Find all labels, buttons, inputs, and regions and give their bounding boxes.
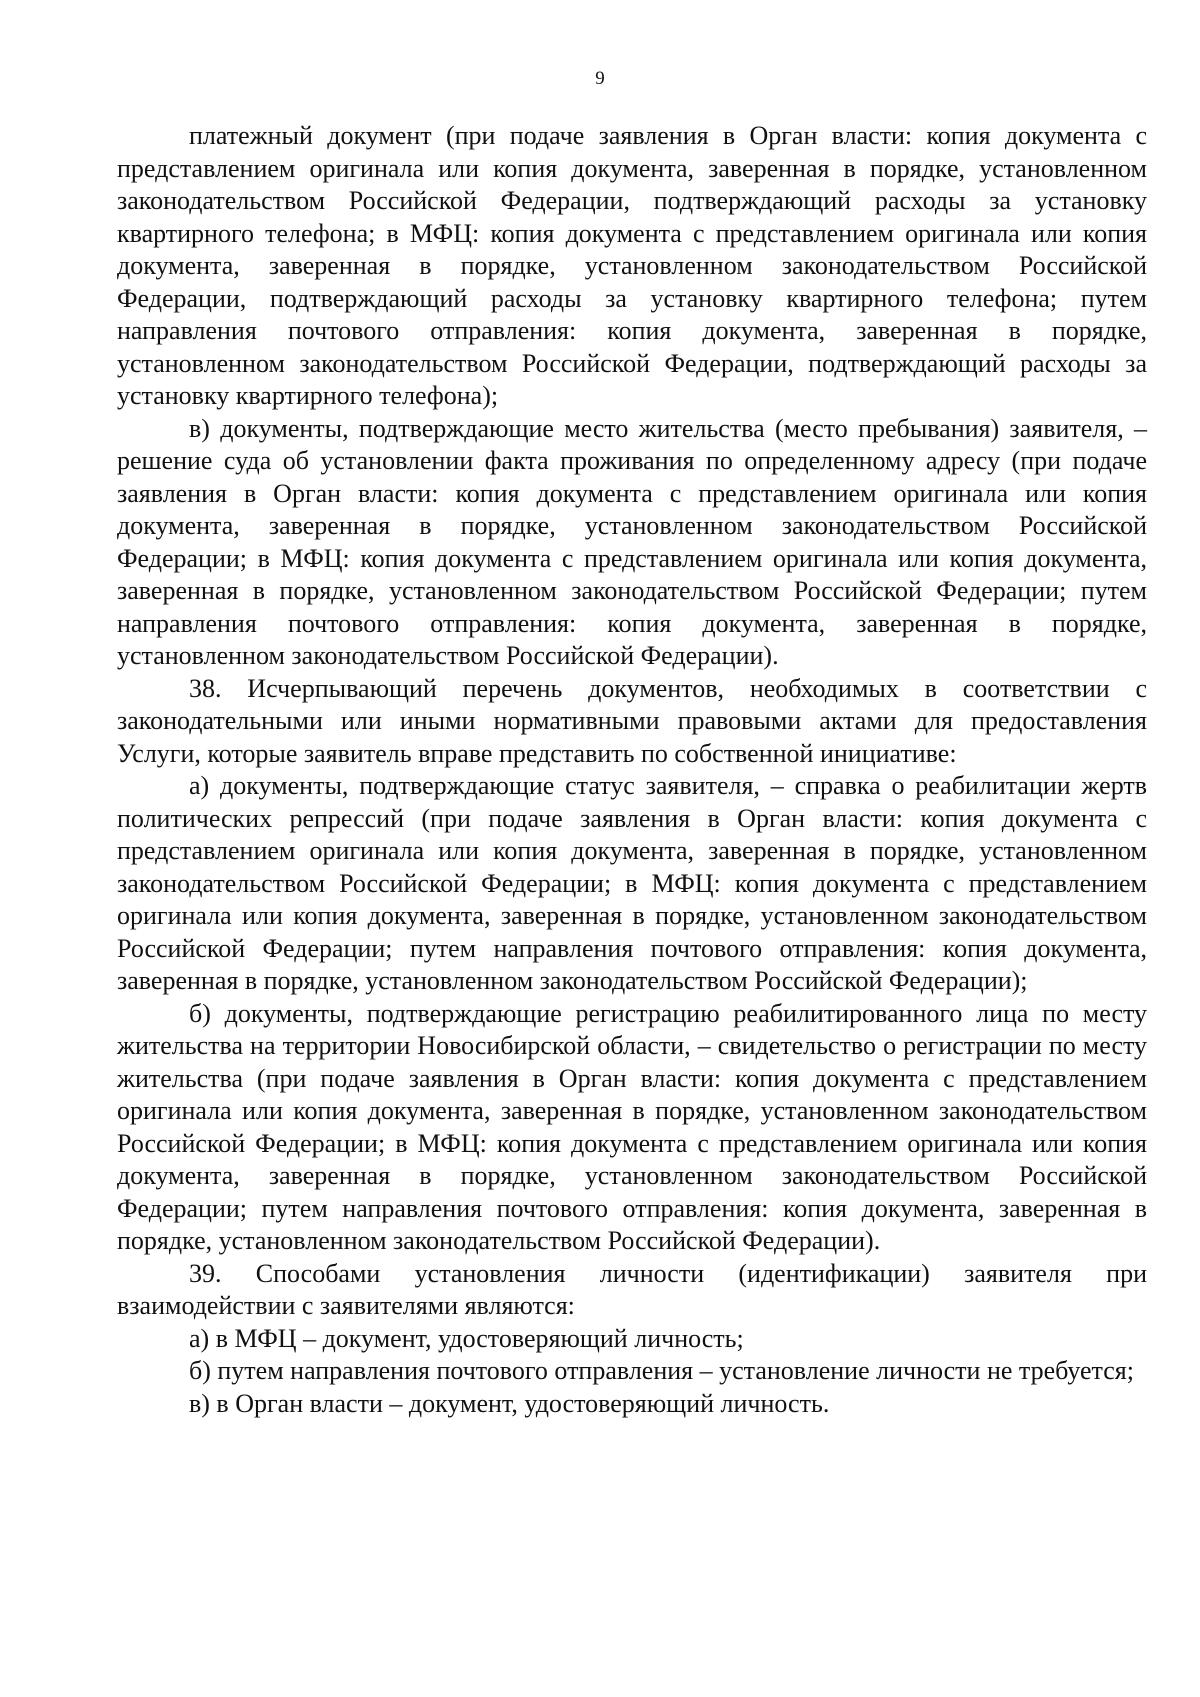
document-body (117, 120, 1147, 1420)
paragraph-item-39c: в) в Орган власти – документ, удостоверяющий личность. (189, 1388, 830, 1418)
paragraph-item-39b: б) путем направления почтового отправления – установление личности не требуется; (189, 1356, 1134, 1385)
paragraph-item-38a: а) документы, подтверждающие статус заявителя, – справка о реабилитации жертв политических репрессий (при подаче заявления в Орган власти: копия документа с представлением оригинала или копия документа, заверенная в порядке, установленном законодательством Российской Федерации; в МФЦ: копия документа с представлением оригинала или копия документа, заверенная в порядке, установленном законодательством Российской Федерации; путем направления почтового отправления: копия документа, заверенная в порядке, установленном законодательством Российской Федерации); (117, 771, 1147, 995)
page-number: 9 (595, 68, 605, 89)
paragraph-item-39: 39. Способами установления личности (идентификации) заявителя при взаимодействии с заявителями являются: (117, 1258, 1147, 1320)
paragraph-payment-document: платежный документ (при подаче заявления в Орган власти: копия документа с представлением оригинала или копия документа, заверенная в порядке, установленном законодательством Российской Федерации, подтверждающий расходы за установку квартирного телефона; в МФЦ: копия документа с представлением оригинала или копия документа, заверенная в порядке, установленном законодательством Российской Федерации, подтверждающий расходы за установку квартирного телефона; путем направления почтового отправления: копия документа, заверенная в порядке, установленном законодательством Российской Федерации, подтверждающий расходы за установку квартирного телефона); (117, 121, 1147, 410)
paragraph-item-38: 38. Исчерпывающий перечень документов, необходимых в соответствии с законодательными или иными нормативными правовыми актами для предоставления Услуги, которые заявитель вправе представить по собственной инициативе: (117, 673, 1147, 768)
paragraph-residence-documents: в) документы, подтверждающие место жительства (место пребывания) заявителя, – решение суда об установлении факта проживания по определенному адресу (при подаче заявления в Орган власти: копия документа с представлением оригинала или копия документа, заверенная в порядке, установленном законодательством Российской Федерации; в МФЦ: копия документа с представлением оригинала или копия документа, заверенная в порядке, установленном законодательством Российской Федерации; путем направления почтового отправления: копия документа, заверенная в порядке, установленном законодательством Российской Федерации). (117, 413, 1147, 670)
paragraph-item-39a: а) в МФЦ – документ, удостоверяющий личность; (189, 1323, 744, 1353)
paragraph-item-38b: б) документы, подтверждающие регистрацию реабилитированного лица по месту жительства на территории Новосибирской области, – свидетельство о регистрации по месту жительства (при подаче заявления в Орган власти: копия документа с представлением оригинала или копия документа, заверенная в порядке, установленном законодательством Российской Федерации; в МФЦ: копия документа с представлением оригинала или копия документа, заверенная в порядке, установленном законодательством Российской Федерации; путем направления почтового отправления: копия документа, заверенная в порядке, установленном законодательством Российской Федерации). (117, 998, 1147, 1255)
